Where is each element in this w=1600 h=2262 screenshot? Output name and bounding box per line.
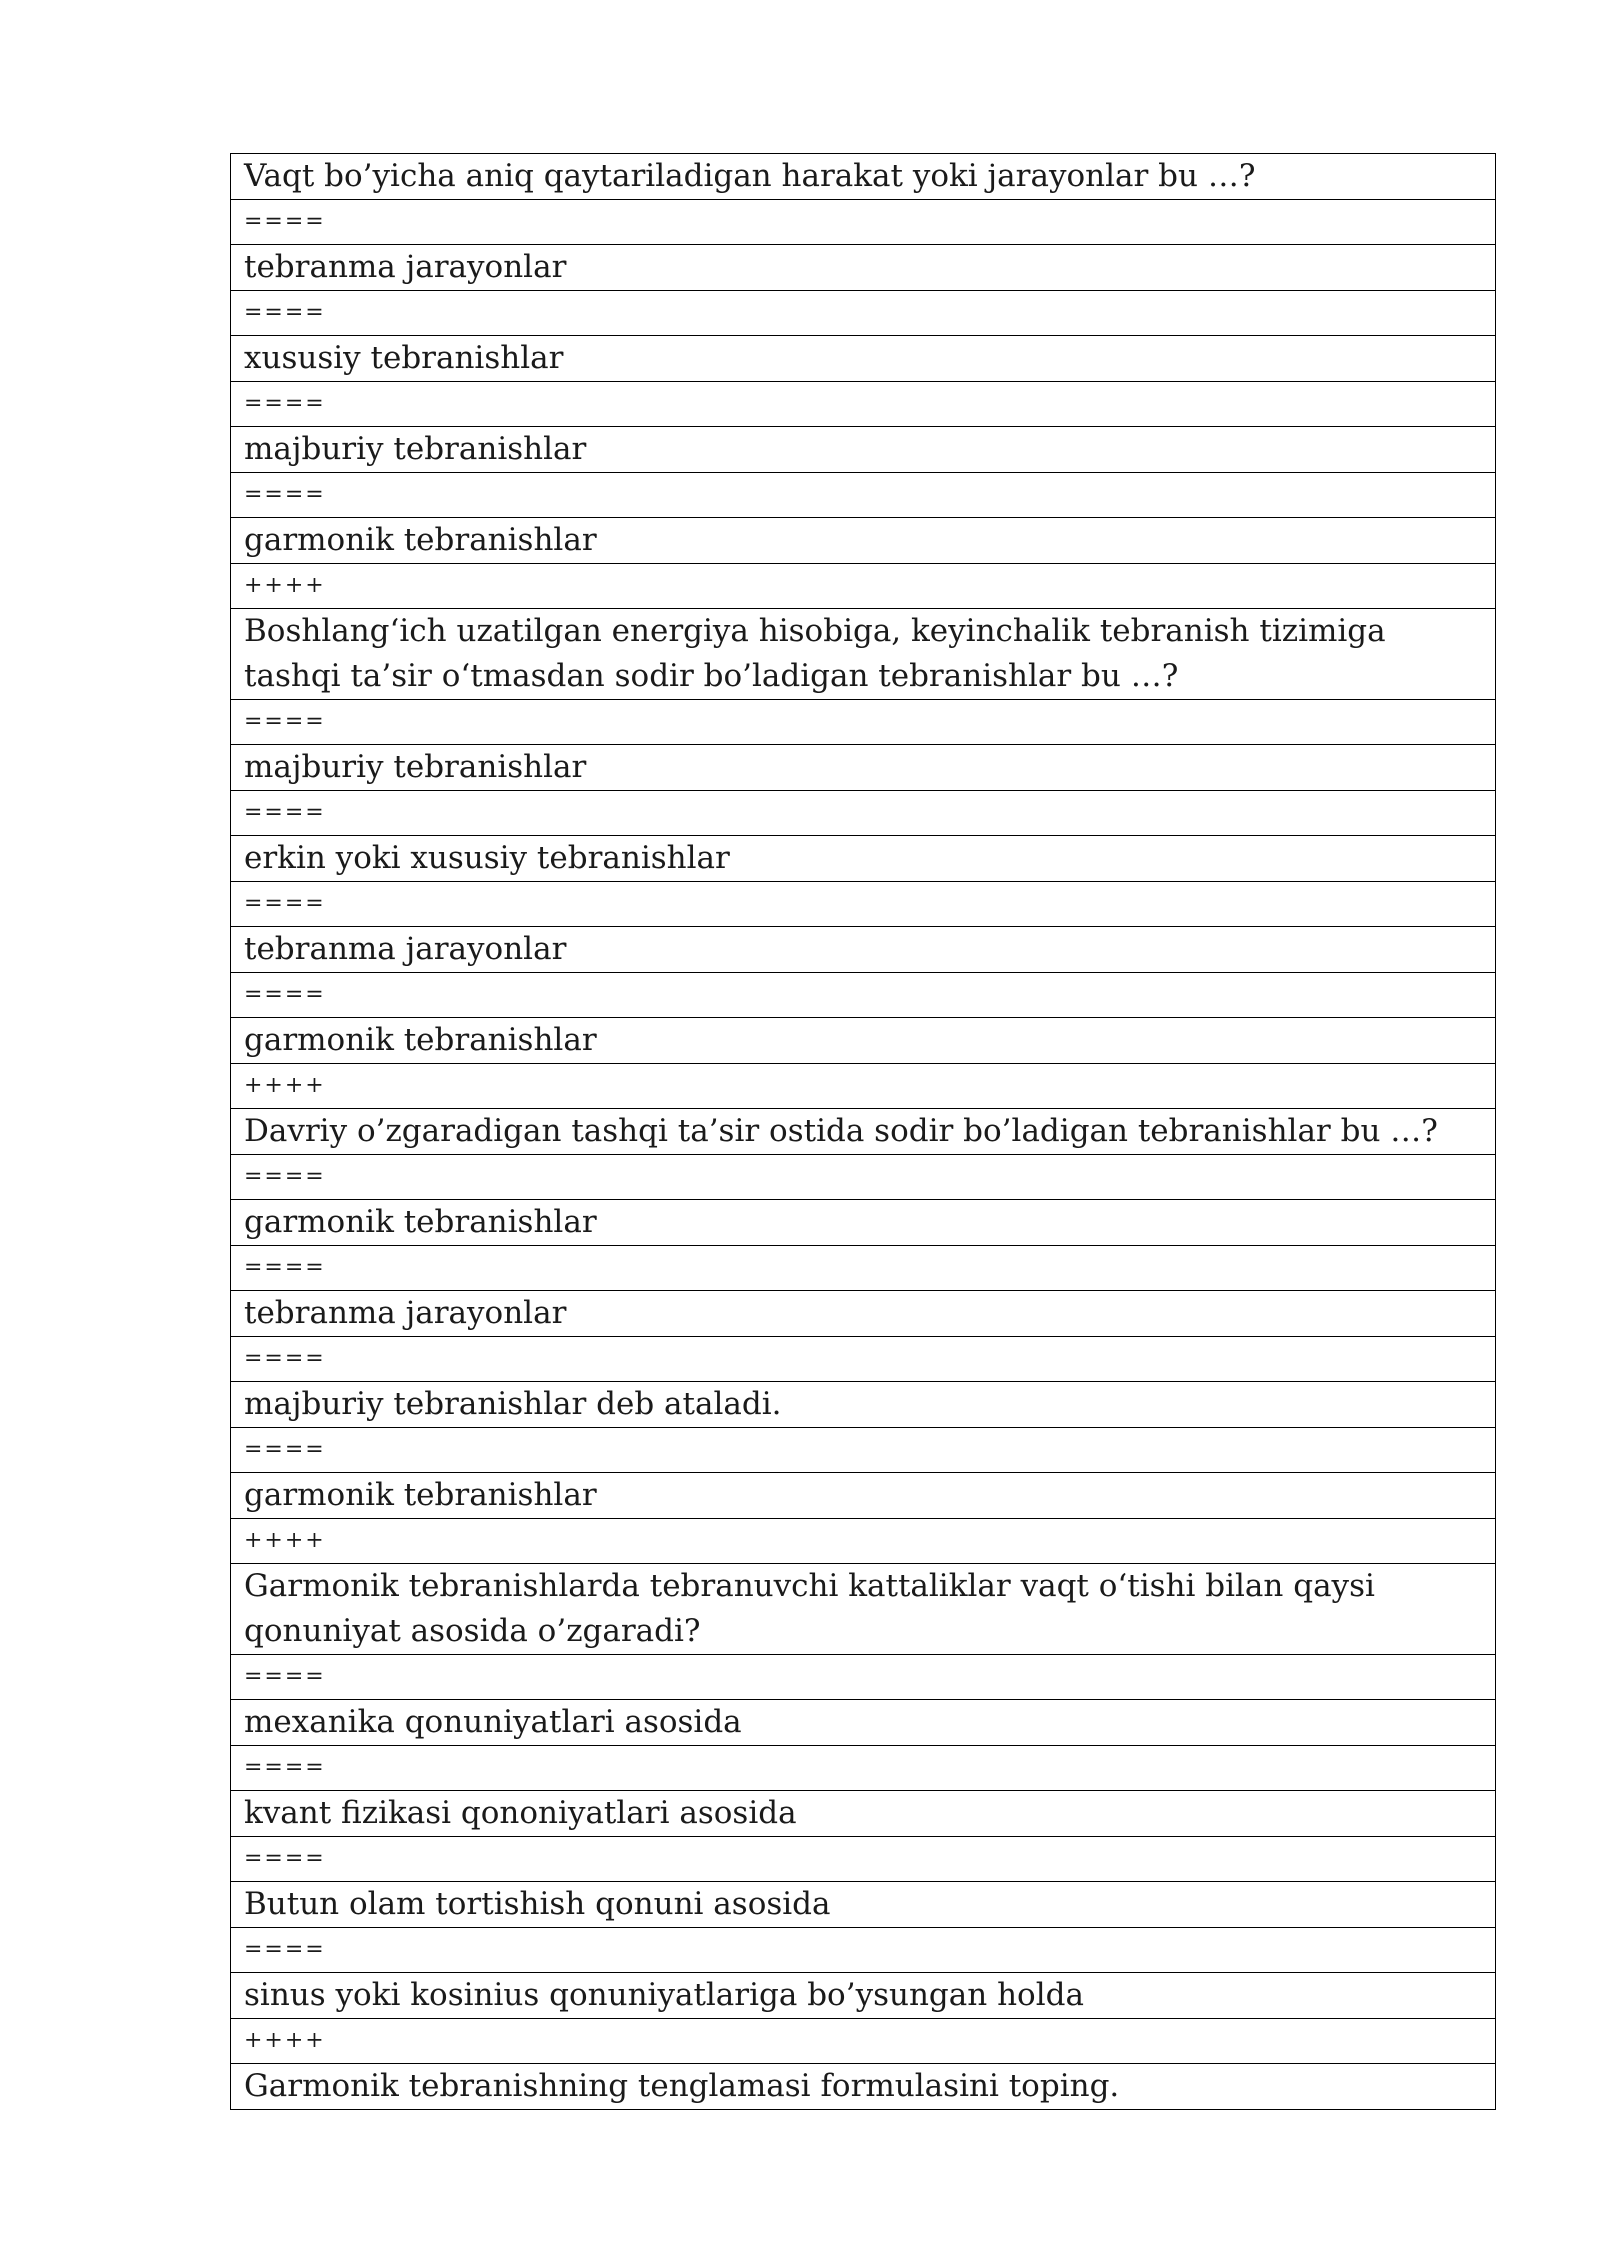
answer-option-row — [231, 1700, 1496, 1746]
answer-option: xususiy tebranishlar — [231, 336, 1496, 382]
option-separator-row — [231, 473, 1496, 518]
answer-option-row — [231, 927, 1496, 973]
answer-option: kvant fizikasi qononiyatlari asosida — [231, 1791, 1496, 1837]
question-table — [230, 153, 1496, 2110]
option-separator: ==== — [231, 1428, 1496, 1473]
answer-option: erkin yoki xususiy tebranishlar — [231, 836, 1496, 882]
option-separator-row — [231, 700, 1496, 745]
option-separator-row — [231, 1837, 1496, 1882]
question-separator-row — [231, 2019, 1496, 2064]
question-separator-row — [231, 564, 1496, 609]
answer-option-row — [231, 1473, 1496, 1519]
option-separator: ==== — [231, 882, 1496, 927]
option-separator: ==== — [231, 1746, 1496, 1791]
answer-option-row — [231, 745, 1496, 791]
option-separator-row — [231, 973, 1496, 1018]
option-separator-row — [231, 1155, 1496, 1200]
option-separator-row — [231, 1246, 1496, 1291]
option-separator-row — [231, 1428, 1496, 1473]
answer-option: garmonik tebranishlar — [231, 1200, 1496, 1246]
answer-option: sinus yoki kosinius qonuniyatlariga bo’ysungan holda — [231, 1973, 1496, 2019]
answer-option: mexanika qonuniyatlari asosida — [231, 1700, 1496, 1746]
option-separator-row — [231, 882, 1496, 927]
option-separator: ==== — [231, 1246, 1496, 1291]
question-text: Garmonik tebranishning tenglamasi formulasini toping. — [231, 2064, 1496, 2110]
answer-option-row — [231, 245, 1496, 291]
option-separator-row — [231, 1655, 1496, 1700]
option-separator-row — [231, 791, 1496, 836]
answer-option: Butun olam tortishish qonuni asosida — [231, 1882, 1496, 1928]
question-row — [231, 1564, 1496, 1655]
option-separator: ==== — [231, 973, 1496, 1018]
question-separator: ++++ — [231, 1519, 1496, 1564]
question-text: Vaqt bo’yicha aniq qaytariladigan harakat yoki jarayonlar bu …? — [231, 154, 1496, 200]
answer-option-row — [231, 1791, 1496, 1837]
option-separator: ==== — [231, 791, 1496, 836]
option-separator: ==== — [231, 1837, 1496, 1882]
option-separator: ==== — [231, 473, 1496, 518]
option-separator-row — [231, 200, 1496, 245]
answer-option: majburiy tebranishlar — [231, 745, 1496, 791]
option-separator: ==== — [231, 200, 1496, 245]
answer-option: tebranma jarayonlar — [231, 245, 1496, 291]
answer-option: majburiy tebranishlar deb ataladi. — [231, 1382, 1496, 1428]
answer-option-row — [231, 1973, 1496, 2019]
question-text: Davriy o’zgaradigan tashqi ta’sir ostida sodir bo’ladigan tebranishlar bu …? — [231, 1109, 1496, 1155]
answer-option: garmonik tebranishlar — [231, 518, 1496, 564]
document-page — [230, 153, 1496, 2110]
option-separator: ==== — [231, 382, 1496, 427]
answer-option-row — [231, 518, 1496, 564]
option-separator-row — [231, 1746, 1496, 1791]
question-row — [231, 609, 1496, 700]
answer-option-row — [231, 427, 1496, 473]
question-row — [231, 2064, 1496, 2110]
question-separator: ++++ — [231, 1064, 1496, 1109]
question-separator: ++++ — [231, 2019, 1496, 2064]
option-separator: ==== — [231, 1155, 1496, 1200]
option-separator: ==== — [231, 1928, 1496, 1973]
answer-option: garmonik tebranishlar — [231, 1018, 1496, 1064]
option-separator: ==== — [231, 1655, 1496, 1700]
answer-option-row — [231, 1200, 1496, 1246]
answer-option-row — [231, 836, 1496, 882]
answer-option-row — [231, 1882, 1496, 1928]
question-text: Garmonik tebranishlarda tebranuvchi kattaliklar vaqt o‘tishi bilan qaysi qonuniyat asosida o’zgaradi? — [231, 1564, 1496, 1655]
answer-option: tebranma jarayonlar — [231, 927, 1496, 973]
question-separator-row — [231, 1519, 1496, 1564]
question-row — [231, 154, 1496, 200]
answer-option-row — [231, 1018, 1496, 1064]
option-separator-row — [231, 291, 1496, 336]
question-text: Boshlang‘ich uzatilgan energiya hisobiga, keyinchalik tebranish tizimiga tashqi ta’sir o‘tmasdan sodir bo’ladigan tebranishlar bu …? — [231, 609, 1496, 700]
answer-option-row — [231, 336, 1496, 382]
option-separator: ==== — [231, 1337, 1496, 1382]
option-separator-row — [231, 1337, 1496, 1382]
question-separator: ++++ — [231, 564, 1496, 609]
answer-option-row — [231, 1382, 1496, 1428]
option-separator-row — [231, 382, 1496, 427]
option-separator: ==== — [231, 700, 1496, 745]
option-separator-row — [231, 1928, 1496, 1973]
answer-option: majburiy tebranishlar — [231, 427, 1496, 473]
question-row — [231, 1109, 1496, 1155]
answer-option: garmonik tebranishlar — [231, 1473, 1496, 1519]
question-separator-row — [231, 1064, 1496, 1109]
answer-option: tebranma jarayonlar — [231, 1291, 1496, 1337]
answer-option-row — [231, 1291, 1496, 1337]
option-separator: ==== — [231, 291, 1496, 336]
